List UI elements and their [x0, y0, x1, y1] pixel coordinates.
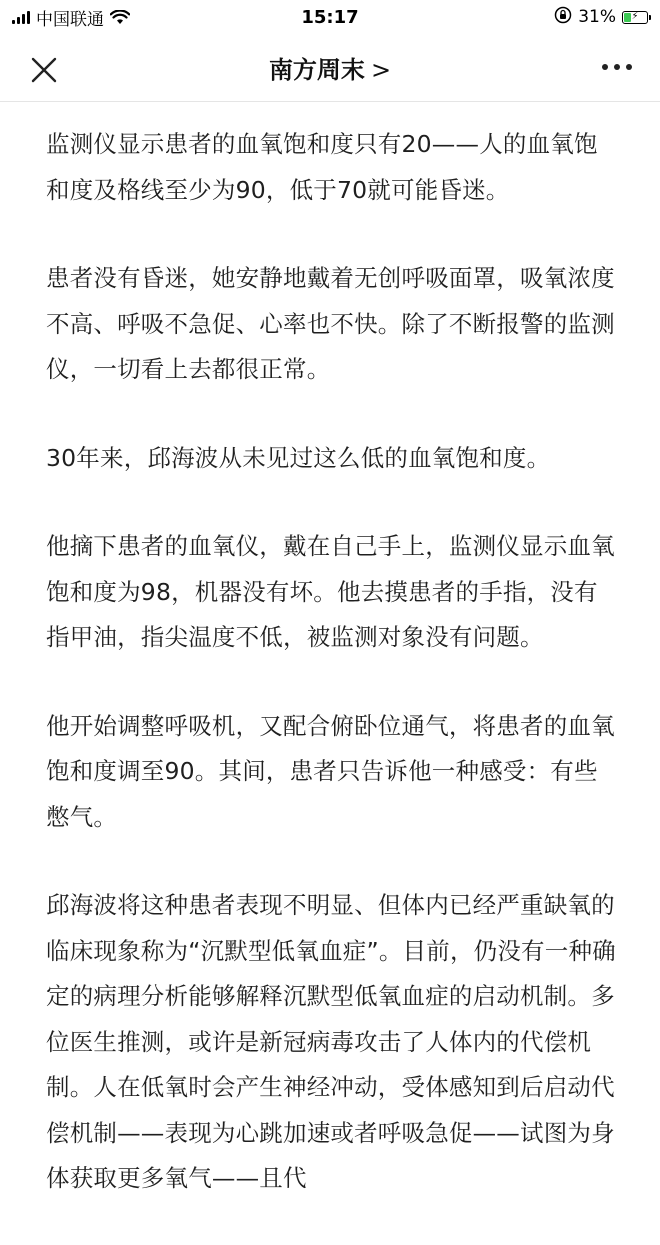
article-paragraph: 邱海波将这种患者表现不明显、但体内已经严重缺氧的临床现象称为“沉默型低氧血症”。目前，仍没有一种确定的病理分析能够解释沉默型低氧血症的启动机制。多位医生推测，或许是新冠病毒攻击了人体内的代偿机制。人在低氧时会产生神经冲动，受体感知到后启动代偿机制——表现为心跳加速或者呼吸急促——试图为身体获取更多氧气——且代 [46, 891, 616, 1192]
article-paragraph: 患者没有昏迷，她安静地戴着无创呼吸面罩，吸氧浓度不高、呼吸不急促、心率也不快。除了不断报警的监测仪，一切看上去都很正常。 [46, 264, 615, 383]
battery-icon [622, 11, 648, 24]
article-paragraph: 他开始调整呼吸机，又配合俯卧位通气，将患者的血氧饱和度调至90。其间，患者只告诉他一种感受：有些憋气。 [46, 711, 615, 831]
status-time: 15:17 [301, 6, 359, 28]
account-title-link[interactable] [0, 50, 660, 85]
status-left [0, 5, 130, 30]
nav-bar [0, 34, 660, 102]
carrier-label: 中国联通 [36, 9, 104, 30]
chevron-right-icon: > [370, 56, 392, 84]
article-paragraph: 30年来，邱海波从未见过这么低的血氧饱和度。 [46, 443, 551, 472]
article-body [46, 122, 618, 1245]
signal-icon [12, 10, 30, 24]
more-icon [602, 64, 608, 70]
status-bar [0, 0, 660, 34]
account-name: 南方周末 [268, 56, 365, 84]
orientation-lock-icon [554, 6, 572, 29]
more-button[interactable] [602, 64, 632, 70]
status-right [554, 6, 660, 29]
battery-percent: 31% [578, 7, 616, 27]
article-paragraph: 监测仪显示患者的血氧饱和度只有20——人的血氧饱和度及格线至少为90，低于70就可能昏迷。 [46, 130, 598, 204]
charging-bolt-icon: ⚡ [631, 10, 639, 22]
wifi-icon [110, 10, 130, 25]
article-paragraph: 他摘下患者的血氧仪，戴在自己手上，监测仪显示血氧饱和度为98，机器没有坏。他去摸患者的手指，没有指甲油，指尖温度不低，被监测对象没有问题。 [46, 532, 615, 651]
